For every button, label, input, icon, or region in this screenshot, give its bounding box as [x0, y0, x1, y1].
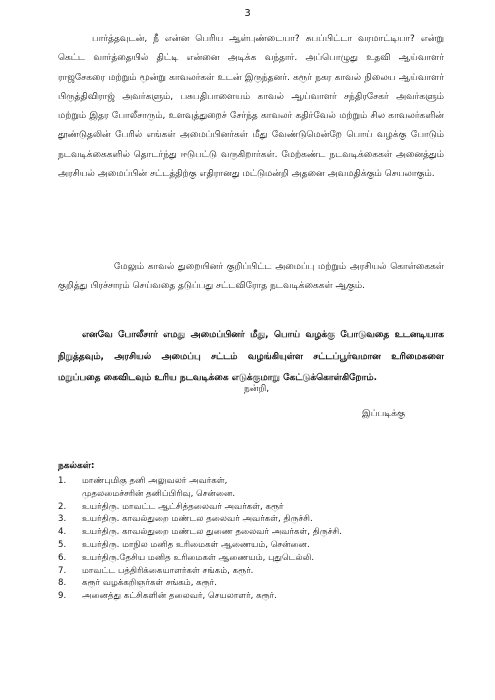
list-item-text: உயர்திரு.தேசிய மனித உரிமைகள் ஆணையம், புதுடெல்லி. — [82, 552, 315, 563]
list-item — [58, 577, 342, 590]
list-item-text: உயர்திரு. மாவட்ட ஆட்சித்தலைவர் அவர்கள், கரூர் — [82, 501, 284, 512]
list-item-text: உயர்திரு. காவல்துறை மண்டல தலைவர் அவர்கள், திருச்சி. — [82, 514, 313, 525]
list-item-number: 9. — [58, 591, 67, 602]
copies-list — [58, 475, 342, 603]
list-item-number: 3. — [58, 514, 67, 525]
list-item-number: 4. — [58, 527, 67, 538]
list-item-text: கரூர் வழக்கறிஞர்கள் சங்கம், கரூர். — [82, 578, 217, 589]
list-item-number: 5. — [58, 539, 67, 550]
list-item-text: உயர்திரு. காவல்துறை மண்டல துணை தலைவர் அவர்கள், திருச்சி. — [82, 527, 342, 538]
copies-heading: நகல்கள்: — [58, 461, 95, 471]
list-item — [58, 552, 342, 565]
thanks-line: நன்றி, — [244, 384, 270, 394]
request-paragraph: எனவே போலீசார் எமது அமைப்பினர் மீது, பொய் வழக்கு போடுவதை உடனடியாக நிறுத்தவும், அரசியல் அமைப்பு சட்டம் வழங்கியுள்ள சட்டப்பூர்வமான உரிமைகளை மறுப்பதை கைவிடவும் உரிய நடவடிக்கை எடுக்குமாறு கேட்டுக்கொள்கிறோம். — [58, 330, 444, 383]
closing-line: இப்படிக்கு — [362, 409, 406, 419]
body-paragraph-1: பார்த்தவுடன், நீ என்ன பெரிய ஆள்புண்டையா? சுபப்பிட்டா வரமாட்டியா? என்று கெட்ட வார்த்தையில் திட்டி என்னை அடிக்க வந்தார். அப்பொழுது உதவி ஆய்வாளர் ராஜசேகரை மற்றும் மூன்று காவலர்கள் உடன் இருந்தனர். கரூர் நகர காவல் நிலைய ஆய்வாளர் பிருத்திவிராஜ் அவர்களும், பசுபதிபாளையம் காவல் ஆய்வாளர் சந்திரசேகர் அவர்களும் மற்றும் இதர போலீசாரும், உளவுத்துறைச் சேர்ந்த காவலர் கதிர்வேல் மற்றும் சில காவலர்களின் தூண்டுதலின் பேரில் எங்கள் அமைப்பினர்கள் மீது வேண்டுமென்றே பொய் வழக்கு போடும் நடவடிக்கைகளில் தொடர்ந்து ஈடுபட்டு வருகிறார்கள். மேற்கண்ட நடவடிக்கைகள் அனைத்தும் அரசியல் அமைப்பின் சட்டத்திற்கு எதிரானது மட்டுமன்றி அதனை அவமதிக்கும் செயலாகும். — [58, 34, 444, 180]
list-item — [58, 590, 342, 603]
list-item-number: 8. — [58, 578, 67, 589]
list-item-text: உயர்திரு. மாநில மனித உரிமைகள் ஆணையம், சென்னை. — [82, 539, 310, 550]
list-item — [58, 501, 342, 514]
list-item-number: 1. — [58, 476, 67, 486]
list-item — [58, 513, 342, 526]
list-item-number: 2. — [58, 501, 67, 512]
list-item-text: மாவட்ட பத்திரிக்கையாளர்கள் சங்கம், கரூர். — [82, 565, 254, 576]
list-item — [58, 488, 342, 501]
list-item — [58, 539, 342, 552]
list-item — [58, 565, 342, 578]
list-item — [58, 475, 342, 488]
page-number: 3 — [244, 8, 251, 19]
list-item-number: 6. — [58, 552, 67, 563]
list-item-number: 7. — [58, 565, 67, 576]
list-item — [58, 526, 342, 539]
list-item-text: அனைத்து கட்சிகளின் தலைவர், செயலாளர், கரூர். — [82, 591, 277, 602]
list-item-text: மாண்புமிகு தனி அலுவலர் அவர்கள், — [82, 476, 228, 486]
list-item-text: முதலமைச்சரின் தனிப்பிரிவு, சென்னை. — [82, 488, 236, 499]
body-paragraph-2: மேலும் காவல் துறையினர் குறிப்பிட்ட அமைப்பு மற்றும் அரசியல் கொள்கைகள் குறித்து பிரச்சாரம் செய்வதை தடுப்பது சட்டவிரோத நடவடிக்கைகள் ஆகும். — [58, 262, 444, 292]
list-item-number — [58, 488, 82, 501]
